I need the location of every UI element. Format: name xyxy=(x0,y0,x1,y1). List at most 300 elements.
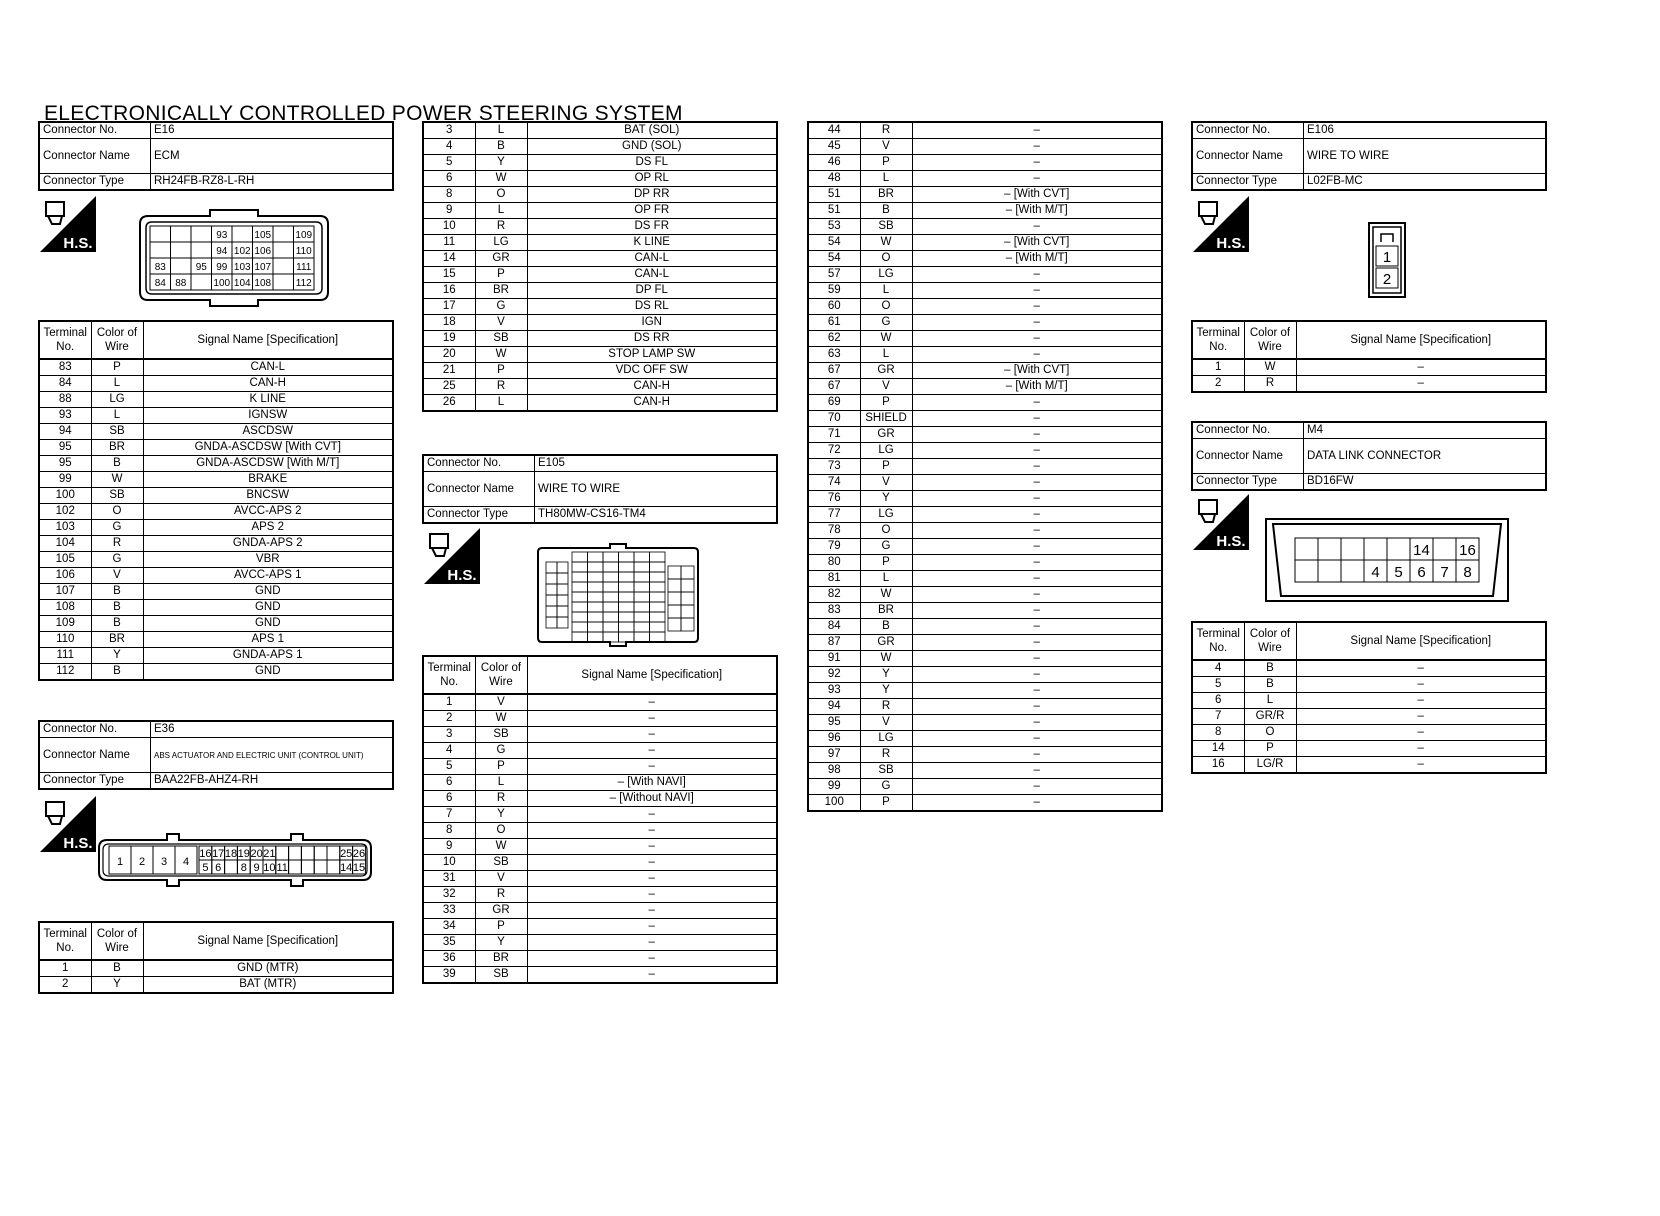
terminal-no-cell: 17 xyxy=(423,299,475,315)
pin-cell xyxy=(273,242,294,258)
terminal-no-cell: 3 xyxy=(423,727,475,743)
wire-color-cell: P xyxy=(475,759,527,775)
terminal-no-cell: 70 xyxy=(808,411,860,427)
pin-cell xyxy=(619,602,635,612)
wire-color-cell: SB xyxy=(860,219,912,235)
pin-cell xyxy=(546,573,557,584)
connector-no-label: Connector No. xyxy=(1192,422,1304,439)
table-row xyxy=(1192,359,1546,376)
pin-number: 108 xyxy=(254,278,272,289)
signal-name-cell: GND xyxy=(143,584,393,600)
terminal-no-cell: 39 xyxy=(423,967,475,984)
signal-name-cell: – [Without NAVI] xyxy=(527,791,777,807)
signal-name-cell: – xyxy=(527,727,777,743)
signal-name-cell: APS 2 xyxy=(143,520,393,536)
pin-cell xyxy=(588,572,604,582)
signal-name-cell: STOP LAMP SW xyxy=(527,347,777,363)
wire-color-cell: Y xyxy=(860,491,912,507)
signal-name-cell: – xyxy=(912,411,1162,427)
table-row xyxy=(808,283,1162,299)
signal-name-cell: GNDA-APS 1 xyxy=(143,648,393,664)
pin-cell xyxy=(232,226,253,242)
terminal-no-cell: 93 xyxy=(39,408,91,424)
connector-no-value: E16 xyxy=(151,122,394,139)
signal-name-cell: OP FR xyxy=(527,203,777,219)
pin-cell xyxy=(546,606,557,617)
terminal-no-cell: 5 xyxy=(1192,677,1244,693)
connector-no-label: Connector No. xyxy=(423,455,535,472)
wire-color-cell: L xyxy=(475,122,527,139)
signal-name-cell: IGNSW xyxy=(143,408,393,424)
signal-name-cell: CAN-L xyxy=(527,251,777,267)
table-row xyxy=(39,632,393,648)
table-row xyxy=(808,475,1162,491)
signal-name-cell: – xyxy=(1296,709,1546,725)
signal-name-cell: – xyxy=(912,427,1162,443)
wire-color-cell: SB xyxy=(475,855,527,871)
pin-number: 4 xyxy=(182,856,190,868)
pin-cell xyxy=(634,612,650,622)
terminal-no-cell: 10 xyxy=(423,219,475,235)
table-row xyxy=(39,568,393,584)
wire-color-cell: P xyxy=(91,359,143,376)
pin-cell xyxy=(301,846,314,860)
signal-name-cell: – xyxy=(912,635,1162,651)
signal-name-cell: – xyxy=(912,267,1162,283)
wire-color-cell: SB xyxy=(475,727,527,743)
table-row xyxy=(808,139,1162,155)
terminal-no-cell: 4 xyxy=(423,743,475,759)
terminal-no-cell: 77 xyxy=(808,507,860,523)
pin-number: 21 xyxy=(263,848,276,860)
table-row xyxy=(423,395,777,412)
terminal-no-cell: 88 xyxy=(39,392,91,408)
page-title: ELECTRONICALLY CONTROLLED POWER STEERING SYSTEM xyxy=(44,102,683,125)
connector-type-value: BD16FW xyxy=(1304,474,1547,491)
terminal-no-cell: 1 xyxy=(1192,359,1244,376)
hs-icon xyxy=(1193,494,1249,550)
signal-name-cell: – xyxy=(527,807,777,823)
table-row xyxy=(423,887,777,903)
wire-color-cell: R xyxy=(475,379,527,395)
wire-color-cell: P xyxy=(475,919,527,935)
signal-name-cell: – xyxy=(912,507,1162,523)
color-of-wire-header: Color of Wire xyxy=(91,321,143,359)
table-row xyxy=(808,347,1162,363)
pin-cell xyxy=(588,592,604,602)
m4-pin-table xyxy=(1191,621,1547,774)
terminal-no-cell: 99 xyxy=(39,472,91,488)
table-row xyxy=(39,408,393,424)
pin-number: 106 xyxy=(254,246,272,257)
table-row xyxy=(39,616,393,632)
table-row xyxy=(808,379,1162,395)
terminal-no-cell: 45 xyxy=(808,139,860,155)
signal-name-header: Signal Name [Specification] xyxy=(143,922,393,960)
signal-name-header: Signal Name [Specification] xyxy=(1296,622,1546,660)
terminal-no-cell: 11 xyxy=(423,235,475,251)
terminal-no-cell: 8 xyxy=(423,187,475,203)
table-row xyxy=(39,472,393,488)
pin-cell xyxy=(668,579,681,592)
pin-cell xyxy=(668,605,681,618)
connector-type-label: Connector Type xyxy=(1192,174,1304,191)
table-row xyxy=(808,795,1162,812)
terminal-no-cell: 74 xyxy=(808,475,860,491)
pin-number: 94 xyxy=(216,246,228,257)
pin-cell xyxy=(1318,538,1341,560)
pin-cell xyxy=(191,274,212,290)
table-row xyxy=(423,694,777,711)
terminal-no-cell: 95 xyxy=(39,456,91,472)
terminal-no-cell: 94 xyxy=(808,699,860,715)
e106-info xyxy=(1191,121,1547,191)
connector-no-value: E36 xyxy=(151,721,394,738)
terminal-no-cell: 61 xyxy=(808,315,860,331)
signal-name-cell: – xyxy=(912,139,1162,155)
terminal-no-cell: 63 xyxy=(808,347,860,363)
terminal-no-cell: 83 xyxy=(39,359,91,376)
connector-name-value: ABS ACTUATOR AND ELECTRIC UNIT (CONTROL UNIT) xyxy=(151,738,394,773)
signal-name-cell: OP RL xyxy=(527,171,777,187)
terminal-no-cell: 51 xyxy=(808,187,860,203)
e106-pin-1: 1 xyxy=(1382,249,1392,266)
pin-number: 16 xyxy=(199,848,212,860)
pin-number: 8 xyxy=(240,862,247,874)
wire-color-cell: W xyxy=(475,347,527,363)
signal-name-cell: – xyxy=(912,667,1162,683)
table-row xyxy=(808,491,1162,507)
pin-cell xyxy=(603,562,619,572)
pin-cell xyxy=(572,602,588,612)
wire-color-cell: Y xyxy=(860,667,912,683)
pin-number: 84 xyxy=(154,278,166,289)
pin-number: 1 xyxy=(116,856,124,868)
signal-name-cell: CAN-H xyxy=(527,379,777,395)
pin-cell xyxy=(603,552,619,562)
pin-cell xyxy=(557,584,568,595)
signal-name-cell: BNCSW xyxy=(143,488,393,504)
table-row xyxy=(808,587,1162,603)
pin-cell xyxy=(1295,538,1318,560)
signal-name-cell: ASCDSW xyxy=(143,424,393,440)
terminal-no-cell: 53 xyxy=(808,219,860,235)
table-row xyxy=(423,283,777,299)
terminal-no-cell: 10 xyxy=(423,855,475,871)
terminal-no-cell: 46 xyxy=(808,155,860,171)
signal-name-cell: – xyxy=(912,122,1162,139)
table-row xyxy=(423,187,777,203)
wire-color-cell: BR xyxy=(475,283,527,299)
wire-color-cell: L xyxy=(860,347,912,363)
pin-cell xyxy=(588,582,604,592)
signal-name-cell: CAN-L xyxy=(527,267,777,283)
pin-number: 5 xyxy=(202,862,209,874)
pin-cell xyxy=(619,572,635,582)
pin-number: 88 xyxy=(175,278,187,289)
connector-name-label: Connector Name xyxy=(1192,439,1304,474)
pin-cell xyxy=(619,612,635,622)
terminal-no-header: Terminal No. xyxy=(1192,321,1244,359)
pin-number: 15 xyxy=(352,862,366,874)
signal-name-cell: – xyxy=(912,331,1162,347)
terminal-no-cell: 100 xyxy=(39,488,91,504)
connector-no-value: E105 xyxy=(535,455,778,472)
pin-cell xyxy=(634,622,650,632)
connector-type-value: BAA22FB-AHZ4-RH xyxy=(151,773,394,790)
wire-color-cell: SHIELD xyxy=(860,411,912,427)
wire-color-cell: G xyxy=(475,743,527,759)
wire-color-cell: W xyxy=(475,171,527,187)
table-row xyxy=(808,122,1162,139)
signal-name-cell: K LINE xyxy=(143,392,393,408)
wire-color-cell: G xyxy=(860,539,912,555)
wire-color-cell: Y xyxy=(91,977,143,994)
terminal-no-cell: 72 xyxy=(808,443,860,459)
signal-name-cell: – [With CVT] xyxy=(912,235,1162,251)
terminal-no-cell: 100 xyxy=(808,795,860,812)
table-row xyxy=(39,359,393,376)
signal-name-cell: AVCC-APS 2 xyxy=(143,504,393,520)
signal-name-cell: – xyxy=(1296,660,1546,677)
pin-cell xyxy=(650,582,666,592)
pin-cell xyxy=(171,242,192,258)
pin-number: 20 xyxy=(250,848,263,860)
terminal-no-header: Terminal No. xyxy=(423,656,475,694)
table-row xyxy=(423,315,777,331)
pin-cell xyxy=(588,562,604,572)
pin-cell xyxy=(273,274,294,290)
pin-cell xyxy=(191,226,212,242)
e105-connector-face xyxy=(536,542,700,648)
terminal-no-cell: 79 xyxy=(808,539,860,555)
wire-color-cell: V xyxy=(475,315,527,331)
terminal-no-cell: 16 xyxy=(1192,757,1244,774)
table-row xyxy=(423,727,777,743)
connector-name-value: ECM xyxy=(151,139,394,174)
wire-color-cell: P xyxy=(475,267,527,283)
table-row xyxy=(423,122,777,139)
wire-color-cell: L xyxy=(91,376,143,392)
table-row xyxy=(808,187,1162,203)
terminal-no-cell: 106 xyxy=(39,568,91,584)
table-row xyxy=(808,619,1162,635)
table-row xyxy=(423,251,777,267)
pin-cell xyxy=(603,592,619,602)
wire-color-cell: W xyxy=(475,711,527,727)
table-row xyxy=(423,935,777,951)
pin-cell xyxy=(150,226,171,242)
wire-color-cell: O xyxy=(1244,725,1296,741)
terminal-no-cell: 104 xyxy=(39,536,91,552)
table-row xyxy=(808,779,1162,795)
signal-name-cell: K LINE xyxy=(527,235,777,251)
terminal-no-cell: 67 xyxy=(808,379,860,395)
signal-name-cell: – xyxy=(912,699,1162,715)
wire-color-cell: R xyxy=(860,747,912,763)
wire-color-cell: B xyxy=(91,584,143,600)
table-row xyxy=(39,424,393,440)
wire-color-cell: G xyxy=(91,552,143,568)
wire-color-cell: B xyxy=(1244,660,1296,677)
table-row xyxy=(39,440,393,456)
pin-cell xyxy=(603,582,619,592)
wire-color-cell: P xyxy=(1244,741,1296,757)
wire-color-cell: Y xyxy=(475,935,527,951)
signal-name-cell: – xyxy=(912,763,1162,779)
signal-name-cell: – xyxy=(527,759,777,775)
terminal-no-cell: 62 xyxy=(808,331,860,347)
pin-cell xyxy=(546,617,557,628)
pin-cell xyxy=(557,573,568,584)
pin-cell xyxy=(225,860,238,874)
signal-name-cell: – xyxy=(912,347,1162,363)
table-row xyxy=(423,855,777,871)
signal-name-cell: – xyxy=(527,951,777,967)
pin-cell xyxy=(650,612,666,622)
pin-cell xyxy=(681,566,694,579)
pin-cell xyxy=(557,595,568,606)
hs-icon xyxy=(1193,196,1249,252)
pin-cell xyxy=(650,632,666,642)
signal-name-cell: – xyxy=(912,683,1162,699)
signal-name-cell: BRAKE xyxy=(143,472,393,488)
terminal-no-cell: 2 xyxy=(39,977,91,994)
signal-name-cell: – xyxy=(527,903,777,919)
hs-icon xyxy=(424,528,480,584)
signal-name-cell: – xyxy=(912,747,1162,763)
wire-color-cell: BR xyxy=(860,603,912,619)
terminal-no-cell: 4 xyxy=(1192,660,1244,677)
wire-color-cell: GR xyxy=(860,427,912,443)
connector-type-label: Connector Type xyxy=(1192,474,1304,491)
terminal-no-cell: 35 xyxy=(423,935,475,951)
wire-color-cell: V xyxy=(91,568,143,584)
pin-cell xyxy=(314,860,327,874)
terminal-no-cell: 69 xyxy=(808,395,860,411)
pin-cell xyxy=(289,846,302,860)
terminal-no-cell: 93 xyxy=(808,683,860,699)
signal-name-cell: GND (MTR) xyxy=(143,960,393,977)
pin-cell xyxy=(634,582,650,592)
terminal-no-cell: 84 xyxy=(808,619,860,635)
terminal-no-cell: 112 xyxy=(39,664,91,681)
terminal-no-cell: 78 xyxy=(808,523,860,539)
terminal-no-header: Terminal No. xyxy=(39,922,91,960)
connector-no-value: M4 xyxy=(1304,422,1547,439)
signal-name-cell: GNDA-ASCDSW [With CVT] xyxy=(143,440,393,456)
color-of-wire-header: Color of Wire xyxy=(1244,321,1296,359)
connector-name-label: Connector Name xyxy=(1192,139,1304,174)
pin-number: 99 xyxy=(216,262,228,273)
wire-color-cell: O xyxy=(860,299,912,315)
terminal-no-cell: 82 xyxy=(808,587,860,603)
table-row xyxy=(1192,741,1546,757)
terminal-no-cell: 21 xyxy=(423,363,475,379)
terminal-no-cell: 102 xyxy=(39,504,91,520)
terminal-no-cell: 6 xyxy=(423,171,475,187)
signal-name-cell: – xyxy=(912,315,1162,331)
table-row xyxy=(808,683,1162,699)
signal-name-cell: – xyxy=(912,523,1162,539)
pin-cell xyxy=(634,632,650,642)
wire-color-cell: R xyxy=(860,122,912,139)
wire-color-cell: GR xyxy=(860,363,912,379)
pin-cell xyxy=(546,595,557,606)
table-row xyxy=(808,363,1162,379)
terminal-no-cell: 14 xyxy=(1192,741,1244,757)
connector-no-label: Connector No. xyxy=(1192,122,1304,139)
pin-number: 102 xyxy=(233,246,251,257)
pin-cell xyxy=(634,592,650,602)
table-row xyxy=(423,299,777,315)
table-row xyxy=(808,411,1162,427)
signal-name-cell: – xyxy=(912,587,1162,603)
signal-name-cell: – xyxy=(912,715,1162,731)
signal-name-cell: DP FL xyxy=(527,283,777,299)
signal-name-cell: – xyxy=(527,839,777,855)
pin-cell xyxy=(668,592,681,605)
signal-name-cell: – xyxy=(527,919,777,935)
pin-cell xyxy=(572,612,588,622)
connector-type-label: Connector Type xyxy=(39,174,151,191)
wire-color-cell: V xyxy=(860,715,912,731)
terminal-no-cell: 36 xyxy=(423,951,475,967)
wire-color-cell: B xyxy=(91,616,143,632)
wire-color-cell: Y xyxy=(475,155,527,171)
wire-color-cell: V xyxy=(860,379,912,395)
terminal-no-cell: 3 xyxy=(423,122,475,139)
terminal-no-cell: 73 xyxy=(808,459,860,475)
table-row xyxy=(423,919,777,935)
connector-no-value: E106 xyxy=(1304,122,1547,139)
terminal-no-cell: 98 xyxy=(808,763,860,779)
terminal-no-cell: 8 xyxy=(1192,725,1244,741)
e36-pin-table xyxy=(38,921,394,994)
pin-cell xyxy=(273,258,294,274)
terminal-no-cell: 95 xyxy=(808,715,860,731)
pin-cell xyxy=(668,618,681,631)
wire-color-cell: LG xyxy=(91,392,143,408)
signal-name-cell: GND xyxy=(143,616,393,632)
wire-color-cell: B xyxy=(1244,677,1296,693)
table-row xyxy=(423,363,777,379)
wire-color-cell: GR xyxy=(475,251,527,267)
wire-color-cell: LG xyxy=(475,235,527,251)
table-row xyxy=(39,977,393,994)
signal-name-cell: BAT (MTR) xyxy=(143,977,393,994)
signal-name-cell: GNDA-ASCDSW [With M/T] xyxy=(143,456,393,472)
signal-name-cell: IGN xyxy=(527,315,777,331)
terminal-no-cell: 34 xyxy=(423,919,475,935)
pin-cell xyxy=(546,562,557,573)
terminal-no-cell: 25 xyxy=(423,379,475,395)
pin-cell xyxy=(668,566,681,579)
e16-connector-face xyxy=(138,208,330,308)
connector-type-value: RH24FB-RZ8-L-RH xyxy=(151,174,394,191)
signal-name-cell: – xyxy=(912,779,1162,795)
pin-cell xyxy=(572,582,588,592)
signal-name-cell: – xyxy=(912,443,1162,459)
wire-color-cell: R xyxy=(860,699,912,715)
terminal-no-cell: 87 xyxy=(808,635,860,651)
connector-name-label: Connector Name xyxy=(39,139,151,174)
wire-color-cell: L xyxy=(475,203,527,219)
table-row xyxy=(808,635,1162,651)
wire-color-cell: B xyxy=(860,203,912,219)
pin-cell xyxy=(603,632,619,642)
terminal-no-cell: 15 xyxy=(423,267,475,283)
